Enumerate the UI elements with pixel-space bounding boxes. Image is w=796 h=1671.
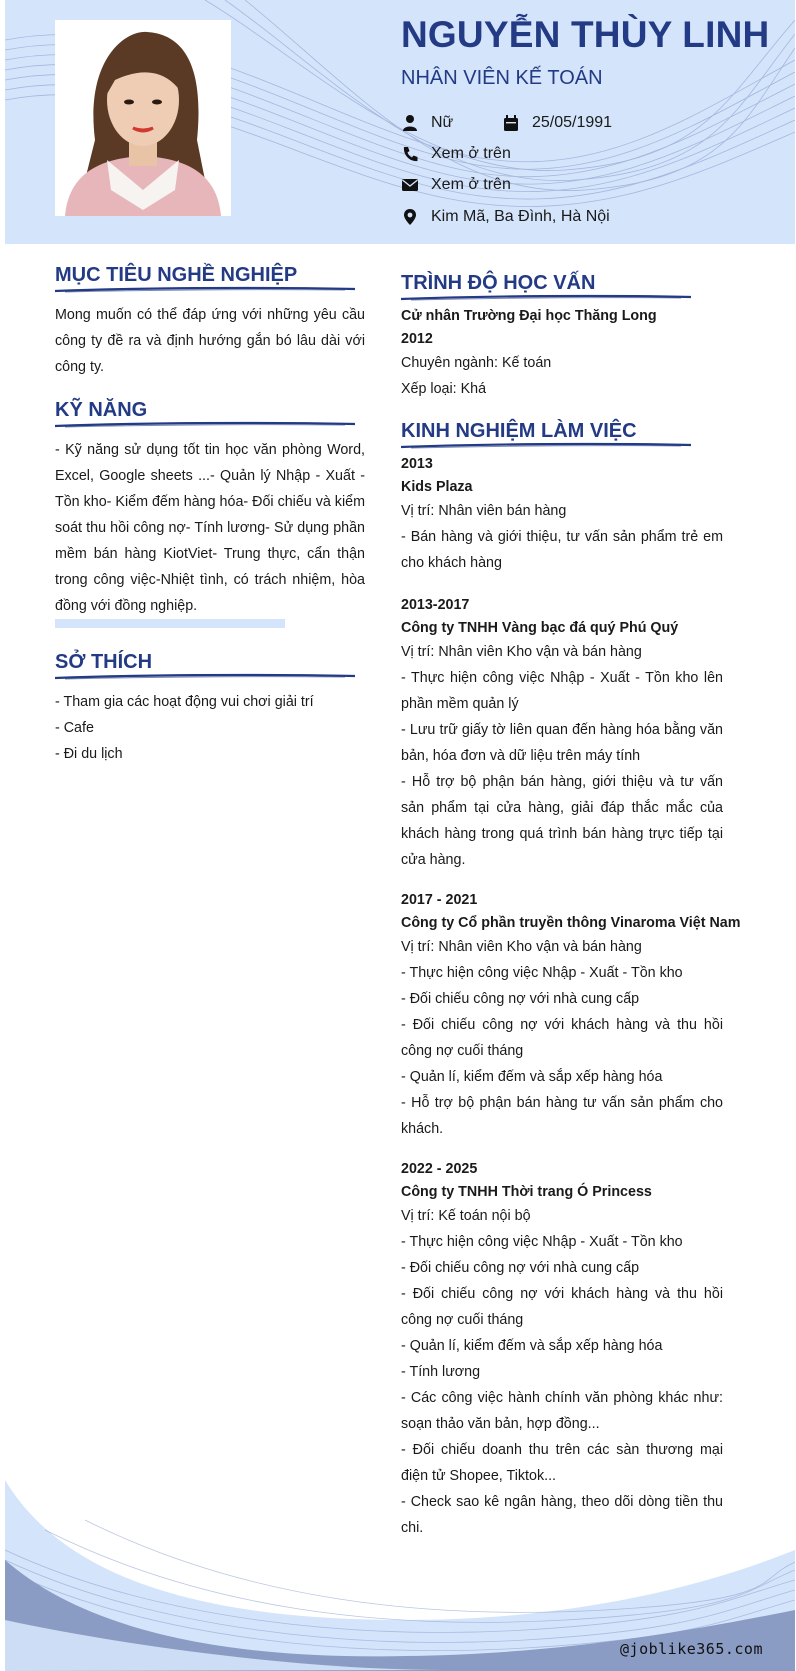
candidate-name: NGUYỄN THÙY LINH xyxy=(401,14,770,55)
gender-value: Nữ xyxy=(431,114,454,131)
skills-text: - Kỹ năng sử dụng tốt tin học văn phòng Word, Excel, Google sheets ...- Quản lý Nhập - Xuất - Tồn kho- Kiểm đếm hàng hóa- Đối chiếu và kiểm soát thu hồi công nợ- Tính lương- Sử dụng phần mềm bán hàng KiotViet- Trung thực, cẩn thận trong công việc-Nhiệt tình, có trách nhiệm, hòa đồng với đồng nghiệp. xyxy=(55,442,365,614)
email-value: Xem ở trên xyxy=(431,176,511,193)
job-duty: - Đối chiếu công nợ với khách hàng và thu hồi công nợ cuối tháng xyxy=(401,1017,723,1059)
job-duty: - Thực hiện công việc Nhập - Xuất - Tồn kho lên phần mềm quản lý xyxy=(401,670,723,712)
job-duty: - Check sao kê ngân hàng, theo dõi dòng tiền thu chi. xyxy=(401,1494,723,1536)
job-title: NHÂN VIÊN KẾ TOÁN xyxy=(401,67,603,89)
job-period: 2017 - 2021 xyxy=(401,892,478,908)
job-company: Công ty Cổ phần truyền thông Vinaroma Việt Nam xyxy=(401,915,741,931)
phone-value: Xem ở trên xyxy=(431,145,511,162)
phone-row xyxy=(401,142,511,166)
education-major: Chuyên ngành: Kế toán xyxy=(401,355,552,371)
address-row xyxy=(401,205,610,229)
job-duty: - Lưu trữ giấy tờ liên quan đến hàng hóa bằng văn bản, hóa đơn và dữ liệu trên máy tính xyxy=(401,722,723,764)
job-position: Vị trí: Nhân viên Kho vận và bán hàng xyxy=(401,644,642,660)
job-position: Vị trí: Nhân viên Kho vận và bán hàng xyxy=(401,939,642,955)
birthdate-row xyxy=(502,111,612,135)
education-year: 2012 xyxy=(401,331,433,347)
job-duty: - Quản lí, kiểm đếm và sắp xếp hàng hóa xyxy=(401,1069,663,1085)
job-duty: - Thực hiện công việc Nhập - Xuất - Tồn kho xyxy=(401,965,683,981)
job-duty: - Đối chiếu công nợ với nhà cung cấp xyxy=(401,1260,640,1276)
job-duty: - Quản lí, kiểm đếm và sắp xếp hàng hóa xyxy=(401,1338,663,1354)
objective-underline xyxy=(55,286,355,294)
job-duty: - Đối chiếu công nợ với nhà cung cấp xyxy=(401,991,640,1007)
job-position: Vị trí: Kế toán nội bộ xyxy=(401,1208,531,1224)
job-company: Công ty TNHH Thời trang Ó Princess xyxy=(401,1184,652,1200)
email-row xyxy=(401,173,511,197)
job-duty: - Thực hiện công việc Nhập - Xuất - Tồn kho xyxy=(401,1234,683,1250)
objective-text: Mong muốn có thể đáp ứng với những yêu cầu công ty đề ra và định hướng gắn bó lâu dài với công ty. xyxy=(55,307,365,375)
education-school: Cử nhân Trường Đại học Thăng Long xyxy=(401,308,657,324)
website-handle: @joblike365.com xyxy=(620,1640,763,1658)
location-pin-icon xyxy=(401,208,419,226)
skills-underline xyxy=(55,421,355,429)
job-duty: - Các công việc hành chính văn phòng khác như: soạn thảo văn bản, hợp đồng... xyxy=(401,1390,723,1432)
objective-title: MỤC TIÊU NGHỀ NGHIỆP xyxy=(55,264,298,286)
gender-row xyxy=(401,111,453,135)
education-title: TRÌNH ĐỘ HỌC VẤN xyxy=(401,272,596,294)
job-duty: - Đối chiếu công nợ với khách hàng và thu hồi công nợ cuối tháng xyxy=(401,1286,723,1328)
job-position: Vị trí: Nhân viên bán hàng xyxy=(401,503,567,519)
hobbies-underline xyxy=(55,673,355,681)
hobbies-title: SỞ THÍCH xyxy=(55,651,153,673)
job-period: 2013-2017 xyxy=(401,597,470,613)
cv-page xyxy=(5,0,795,1671)
envelope-icon xyxy=(401,176,419,194)
hobby-item: - Cafe xyxy=(55,720,94,736)
experience-title: KINH NGHIỆM LÀM VIỆC xyxy=(401,420,637,442)
job-period: 2022 - 2025 xyxy=(401,1161,478,1177)
profile-photo xyxy=(55,20,231,216)
address-value: Kim Mã, Ba Đình, Hà Nội xyxy=(431,208,610,225)
header-band xyxy=(5,0,795,244)
skills-accent-bar xyxy=(55,619,285,628)
job-duty: - Hỗ trợ bộ phận bán hàng, giới thiệu và tư vấn sản phẩm tại cửa hàng, giải đáp thắc mắc của khách hàng trong quá trình bán hàng trực tiếp tại cửa hàng. xyxy=(401,774,723,868)
hobby-item: - Tham gia các hoạt động vui chơi giải trí xyxy=(55,694,314,710)
experience-underline xyxy=(401,442,691,450)
job-duty: - Tính lương xyxy=(401,1364,481,1380)
job-duty: - Bán hàng và giới thiệu, tư vấn sản phẩm trẻ em cho khách hàng xyxy=(401,529,723,571)
calendar-icon xyxy=(502,114,520,132)
job-duty: - Hỗ trợ bộ phận bán hàng tư vấn sản phẩm cho khách. xyxy=(401,1095,723,1137)
user-icon xyxy=(401,114,419,132)
phone-icon xyxy=(401,145,419,163)
job-duty: - Đối chiếu doanh thu trên các sàn thương mại điện tử Shopee, Tiktok... xyxy=(401,1442,723,1484)
skills-title: KỸ NĂNG xyxy=(55,399,148,421)
job-company: Công ty TNHH Vàng bạc đá quý Phú Quý xyxy=(401,620,679,636)
job-period: 2013 xyxy=(401,456,433,472)
birthdate-value: 25/05/1991 xyxy=(532,114,613,131)
job-company: Kids Plaza xyxy=(401,479,473,495)
hobby-item: - Đi du lịch xyxy=(55,746,123,762)
education-grade: Xếp loại: Khá xyxy=(401,381,487,397)
education-underline xyxy=(401,294,691,302)
